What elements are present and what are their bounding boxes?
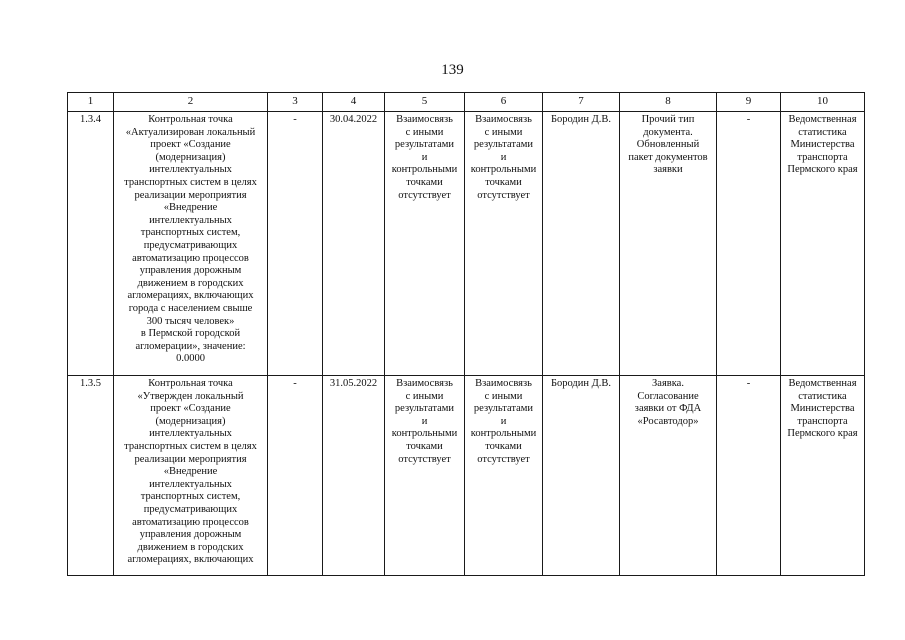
table-row bbox=[68, 112, 865, 376]
relation-cell: Взаимосвязь с иными результатами и контрольными точками отсутствует bbox=[385, 376, 465, 576]
description-cell: Контрольная точка «Утвержден локальный проект «Создание (модернизация) интеллектуальных транспортных систем в целях реализации мероприятия «Внедрение интеллектуальных транспортных систем, предусматривающих автоматизацию процессов управления дорожным движением в городских агломерациях, включающих bbox=[114, 376, 268, 576]
relation-cell: Взаимосвязь с иными результатами и контрольными точками отсутствует bbox=[465, 376, 543, 576]
column-3-cell: - bbox=[268, 376, 323, 576]
relation-cell: Взаимосвязь с иными результатами и контрольными точками отсутствует bbox=[465, 112, 543, 376]
relation-cell: Взаимосвязь с иными результатами и контрольными точками отсутствует bbox=[385, 112, 465, 376]
control-points-table bbox=[67, 92, 865, 576]
column-3-cell: - bbox=[268, 112, 323, 376]
responsible-cell: Бородин Д.В. bbox=[543, 376, 620, 576]
row-number-cell: 1.3.5 bbox=[68, 376, 114, 576]
document-type-cell: Заявка. Согласование заявки от ФДА «Росавтодор» bbox=[620, 376, 717, 576]
column-header: 5 bbox=[385, 93, 465, 112]
table-header-row bbox=[68, 93, 865, 112]
page-number: 139 bbox=[441, 62, 464, 78]
column-header: 2 bbox=[114, 93, 268, 112]
description-cell: Контрольная точка «Актуализирован локальный проект «Создание (модернизация) интеллектуальных транспортных систем в целях реализации мероприятия «Внедрение интеллектуальных транспортных систем, предусматривающих автоматизацию процессов управления дорожным движением в городских агломерациях, включающих города с населением свыше 300 тысяч человек» в Пермской городской агломерации», значение: 0.0000 bbox=[114, 112, 268, 376]
date-cell: 30.04.2022 bbox=[323, 112, 385, 376]
info-source-cell: Ведомственная статистика Министерства транспорта Пермского края bbox=[781, 112, 865, 376]
column-header: 3 bbox=[268, 93, 323, 112]
row-number-cell: 1.3.4 bbox=[68, 112, 114, 376]
column-header: 6 bbox=[465, 93, 543, 112]
column-header: 8 bbox=[620, 93, 717, 112]
column-header: 9 bbox=[717, 93, 781, 112]
column-header: 7 bbox=[543, 93, 620, 112]
responsible-cell: Бородин Д.В. bbox=[543, 112, 620, 376]
column-header: 1 bbox=[68, 93, 114, 112]
document-type-cell: Прочий тип документа. Обновленный пакет документов заявки bbox=[620, 112, 717, 376]
column-9-cell: - bbox=[717, 376, 781, 576]
info-source-cell: Ведомственная статистика Министерства транспорта Пермского края bbox=[781, 376, 865, 576]
column-header: 10 bbox=[781, 93, 865, 112]
table-row bbox=[68, 376, 865, 576]
date-cell: 31.05.2022 bbox=[323, 376, 385, 576]
column-header: 4 bbox=[323, 93, 385, 112]
column-9-cell: - bbox=[717, 112, 781, 376]
